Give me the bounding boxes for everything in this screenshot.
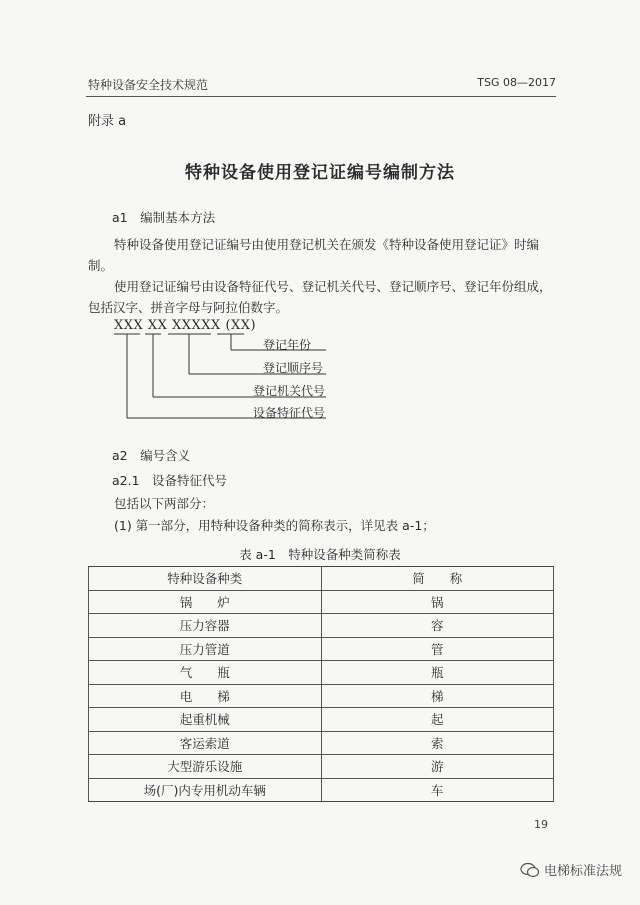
- table-cell: 管: [321, 637, 554, 661]
- section-a1-para1: 特种设备使用登记证编号由使用登记机关在颁发《特种设备使用登记证》时编制。: [88, 237, 540, 273]
- label-sequence: 登记顺序号: [263, 361, 324, 375]
- table-row: [89, 778, 554, 802]
- code-format: XXX XX XXXXX (XX): [114, 318, 257, 333]
- table-row: [89, 614, 554, 638]
- table-cell: 瓶: [321, 661, 554, 685]
- label-authority: 登记机关代号: [253, 384, 326, 398]
- header-right: TSG 08—2017: [477, 76, 556, 89]
- table-cell: 容: [321, 614, 554, 638]
- table-cell: 大型游乐设施: [89, 755, 322, 779]
- table-header-cell: 简 称: [321, 567, 554, 591]
- header-rule: [86, 96, 556, 97]
- wechat-icon: [520, 862, 540, 878]
- section-a2-1-heading: a2.1 设备特征代号: [112, 473, 228, 488]
- table-row: [89, 637, 554, 661]
- table-cell: 车: [321, 778, 554, 802]
- watermark-text: 电梯标准法规: [544, 864, 623, 879]
- section-a2-heading: a2 编号含义: [112, 448, 191, 463]
- table-cell: 压力容器: [89, 614, 322, 638]
- section-a1-para2: 使用登记证编号由设备特征代号、登记机关代号、登记顺序号、登记年份组成，包括汉字、拼音字母与阿拉伯数字。: [88, 279, 552, 315]
- table-caption: 表 a-1 特种设备种类简称表: [239, 547, 401, 562]
- table-cell: 游: [321, 755, 554, 779]
- table-cell: 气 瓶: [89, 661, 322, 685]
- table-cell: 起重机械: [89, 708, 322, 732]
- table-cell: 客运索道: [89, 731, 322, 755]
- table-row: [89, 755, 554, 779]
- label-feature: 设备特征代号: [253, 406, 326, 420]
- section-a1-heading: a1 编制基本方法: [112, 210, 216, 225]
- page-number: 19: [534, 818, 548, 831]
- header-left: 特种设备安全技术规范: [88, 78, 209, 92]
- table-cell: 电 梯: [89, 684, 322, 708]
- table-header-cell: 特种设备种类: [89, 567, 322, 591]
- code-structure-diagram: [114, 318, 344, 428]
- table-cell: 梯: [321, 684, 554, 708]
- label-year: 登记年份: [263, 338, 312, 352]
- table-cell: 场(厂)内专用机动车辆: [89, 778, 322, 802]
- section-a2-para1: 包括以下两部分：: [114, 496, 215, 511]
- table-cell: 压力管道: [89, 637, 322, 661]
- table-row: [89, 708, 554, 732]
- table-header-row: [89, 567, 554, 591]
- table-row: [89, 684, 554, 708]
- table-row: [89, 661, 554, 685]
- table-cell: 起: [321, 708, 554, 732]
- section-a2-para2: (1) 第一部分，用特种设备种类的简称表示，详见表 a-1；: [114, 518, 435, 533]
- watermark: [520, 860, 622, 879]
- table-cell: 锅 炉: [89, 590, 322, 614]
- table-row: [89, 731, 554, 755]
- page-title: 特种设备使用登记证编号编制方法: [185, 163, 455, 183]
- table-cell: 锅: [321, 590, 554, 614]
- table-row: [89, 590, 554, 614]
- appendix-label: 附录 a: [88, 114, 127, 129]
- equipment-abbrev-table: [88, 566, 554, 802]
- table-cell: 索: [321, 731, 554, 755]
